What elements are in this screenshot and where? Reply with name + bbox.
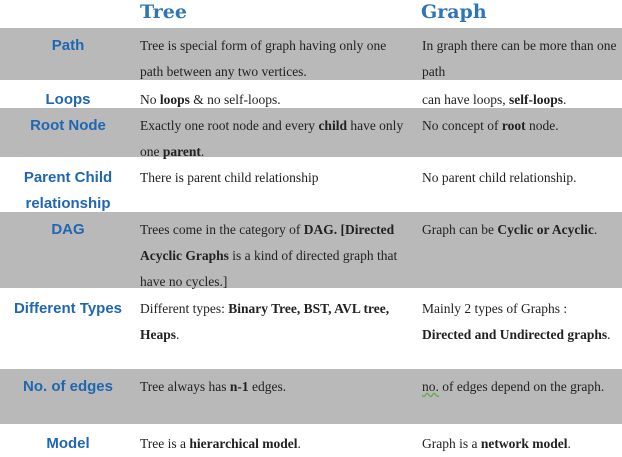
text-run: Trees come in the category of bbox=[140, 222, 304, 237]
row-label: Different Types bbox=[13, 300, 123, 317]
text-run: parent bbox=[162, 144, 201, 159]
text-run: is a kind of directed graph that have no cycles.] bbox=[140, 248, 398, 289]
text-run: . bbox=[607, 327, 611, 342]
tree-cell bbox=[140, 33, 412, 85]
text-run: . bbox=[593, 222, 598, 237]
table-row bbox=[0, 160, 622, 210]
tree-cell bbox=[140, 374, 412, 400]
text-run: network model bbox=[480, 436, 568, 451]
text-run: node. bbox=[525, 118, 559, 133]
table-header bbox=[0, 0, 622, 28]
graph-cell bbox=[422, 217, 618, 243]
table-row bbox=[0, 108, 622, 157]
text-run: Mainly 2 types of Graphs : bbox=[422, 301, 568, 316]
text-run: . bbox=[567, 436, 571, 451]
text-run: edges. bbox=[248, 379, 287, 394]
row-label: Parent Child relationship bbox=[23, 169, 113, 212]
text-run: can have loops, bbox=[422, 92, 509, 107]
text-run: Binary Tree, BST, AVL tree, Heaps bbox=[140, 301, 390, 342]
text-run: hierarchical model bbox=[189, 436, 298, 451]
text-run: Different types: bbox=[140, 301, 229, 316]
text-run: Tree is a bbox=[140, 436, 190, 451]
table-row bbox=[0, 212, 622, 288]
text-run: [Directed Acyclic Graphs bbox=[140, 222, 395, 263]
table-row bbox=[0, 291, 622, 367]
header-graph: Graph bbox=[421, 1, 487, 23]
row-label: Loops bbox=[45, 91, 91, 108]
text-run: of edges depend on the graph. bbox=[438, 379, 605, 394]
text-run: No parent child relationship. bbox=[422, 170, 577, 185]
row-label: No. of edges bbox=[22, 378, 113, 395]
text-run: loops bbox=[159, 92, 190, 107]
row-label: DAG bbox=[51, 221, 85, 238]
table-row bbox=[0, 28, 622, 80]
text-run: . bbox=[297, 436, 301, 451]
text-run: Graph is a bbox=[422, 436, 481, 451]
header-tree: Tree bbox=[140, 1, 187, 23]
text-run: Cyclic or Acyclic bbox=[497, 222, 594, 237]
text-run: . bbox=[562, 92, 567, 107]
text-run: Tree is special form of graph having only one path between any two vertices. bbox=[140, 38, 387, 79]
graph-cell bbox=[422, 165, 618, 191]
text-run: . bbox=[176, 327, 180, 342]
tree-cell bbox=[140, 113, 412, 165]
text-run: In graph there can be more than one path bbox=[422, 38, 617, 79]
text-run: Directed and Undirected graphs bbox=[422, 327, 608, 342]
graph-cell bbox=[422, 431, 618, 457]
text-run: child bbox=[318, 118, 347, 133]
table-row bbox=[0, 426, 622, 452]
text-run: no. bbox=[422, 379, 439, 394]
text-run: Tree always has bbox=[140, 379, 230, 394]
text-run: Exactly one root node and every bbox=[140, 118, 319, 133]
tree-cell bbox=[140, 217, 412, 295]
graph-cell bbox=[422, 113, 618, 139]
text-run: DAG. bbox=[303, 222, 338, 237]
text-run: Graph can be bbox=[422, 222, 498, 237]
text-run: . bbox=[200, 144, 205, 159]
text-run: No concept of bbox=[422, 118, 502, 133]
table-row bbox=[0, 82, 622, 107]
graph-cell bbox=[422, 374, 618, 400]
text-run: No bbox=[140, 92, 160, 107]
tree-cell bbox=[140, 165, 412, 191]
text-run: self-loops bbox=[508, 92, 563, 107]
table-row bbox=[0, 369, 622, 424]
tree-cell bbox=[140, 431, 412, 457]
graph-cell bbox=[422, 296, 618, 348]
row-label: Root Node bbox=[30, 117, 106, 134]
text-run: & no self-loops. bbox=[189, 92, 281, 107]
text-run: have only one bbox=[140, 118, 404, 159]
text-run: There is parent child relationship bbox=[140, 170, 319, 185]
graph-cell bbox=[422, 33, 618, 85]
text-run: n-1 bbox=[229, 379, 249, 394]
row-label: Path bbox=[51, 37, 85, 54]
tree-cell bbox=[140, 296, 412, 348]
row-label: Model bbox=[46, 435, 90, 452]
text-run: root bbox=[501, 118, 526, 133]
